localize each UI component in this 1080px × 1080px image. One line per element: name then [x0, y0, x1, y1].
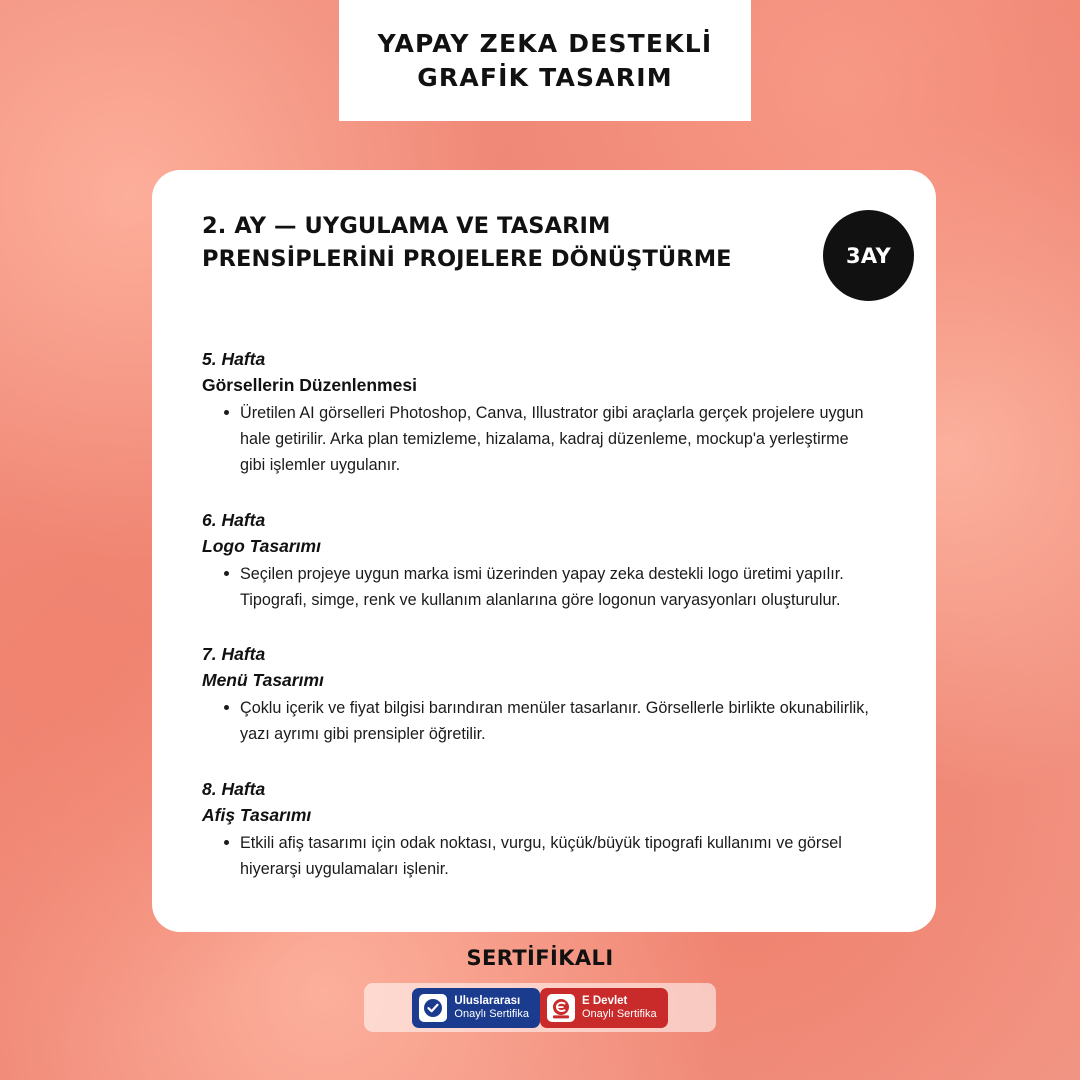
badge-line-1: E Devlet — [582, 994, 628, 1007]
footer — [0, 932, 1080, 1080]
bullet-item: Üretilen AI görselleri Photoshop, Canva, Illustrator gibi araçlarla gerçek projelere uygun hale getirilir. Arka plan temizleme, hizalama, kadraj düzenleme, mockup'a yerleştirme gibi işlemler uygulanır. — [224, 400, 876, 479]
week-label: 8. Hafta — [202, 778, 266, 799]
card-header — [178, 210, 892, 315]
duration-badge: 3AY — [823, 210, 914, 301]
week-label: 7. Hafta — [202, 644, 266, 665]
footer-title: SERTİFİKALI — [466, 946, 614, 970]
week-topic: Görsellerin Düzenlenmesi — [202, 375, 417, 395]
bullet-item: Çoklu içerik ve fiyat bilgisi barındıran menüler tasarlanır. Görsellerle birlikte okunabilirlik, yazı ayrımı gibi prensipler öğretilir. — [224, 695, 876, 747]
check-badge-icon — [419, 994, 447, 1022]
week-label: 6. Hafta — [202, 509, 266, 530]
bullet-item: Etkili afiş tasarımı için odak noktası, vurgu, küçük/büyük tipografi kullanımı ve görsel hiyerarşi uygulamaları işlenir. — [224, 830, 876, 882]
certificate-badges — [364, 983, 716, 1032]
week-bullets — [202, 400, 876, 479]
week-block — [202, 644, 876, 747]
week-topic: Menü Tasarımı — [202, 670, 324, 691]
badge-line-2: Onaylı Sertifika — [582, 1007, 657, 1020]
week-block — [202, 349, 876, 479]
content-card — [152, 170, 936, 932]
banner-title-line-2: GRAFİK TASARIM — [417, 62, 673, 92]
badge-international — [412, 988, 540, 1028]
badge-line-2: Onaylı Sertifika — [454, 1007, 529, 1020]
bullet-item: Seçilen projeye uygun marka ismi üzerinden yapay zeka destekli logo üretimi yapılır. Tipografi, simge, renk ve kullanım alanlarına göre logonun varyasyonları oluşturulur. — [224, 561, 876, 613]
week-bullets — [202, 830, 876, 882]
week-label: 5. Hafta — [202, 349, 266, 369]
edevlet-badge-icon — [547, 994, 575, 1022]
badge-edevlet-text — [582, 995, 657, 1020]
week-block — [202, 510, 876, 613]
week-topic: Logo Tasarımı — [202, 535, 321, 556]
banner-title-line-1: YAPAY ZEKA DESTEKLİ — [377, 29, 713, 58]
badge-edevlet — [540, 988, 668, 1028]
weeks-list — [178, 349, 892, 882]
week-topic: Afiş Tasarımı — [202, 804, 312, 825]
title-banner — [339, 0, 751, 121]
week-block — [202, 779, 876, 882]
card-title: 2. AY — UYGULAMA VE TASARIM PRENSİPLERİNİ PROJELERE DÖNÜŞTÜRME — [202, 213, 732, 272]
badge-international-text — [454, 995, 529, 1020]
week-bullets — [202, 561, 876, 613]
badge-line-1: Uluslararası — [454, 994, 521, 1007]
week-bullets — [202, 695, 876, 747]
